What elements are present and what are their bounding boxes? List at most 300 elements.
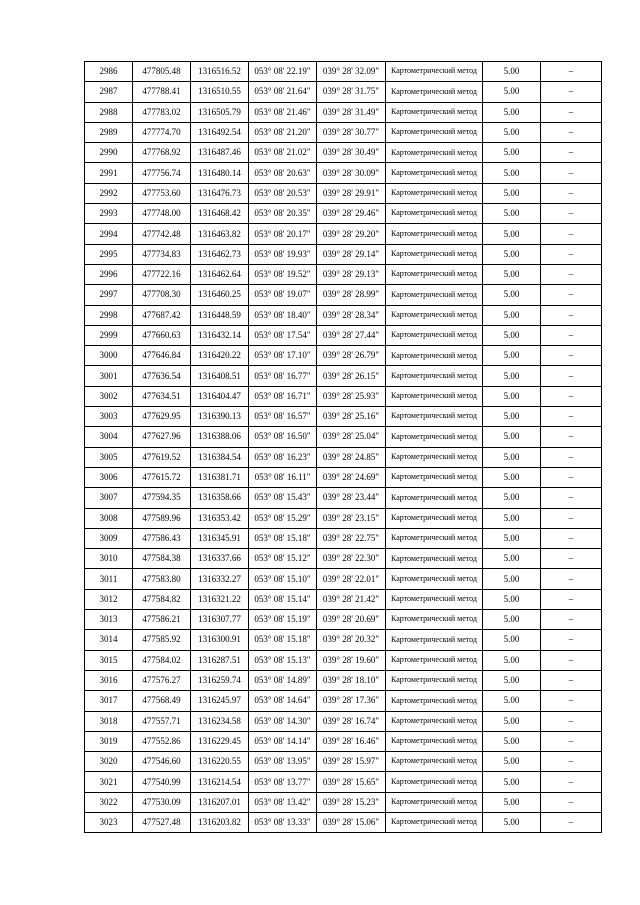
- point-number-cell: 2993: [85, 204, 133, 224]
- method-cell: Картометрический метод: [386, 691, 483, 711]
- longitude-cell: 039° 28' 31.75": [317, 82, 386, 102]
- coordinates-table: [84, 61, 602, 833]
- x-coordinate-cell: 477636.54: [133, 366, 191, 386]
- point-number-cell: 3006: [85, 467, 133, 487]
- table-row: [85, 143, 602, 163]
- latitude-cell: 053° 08' 16.71": [249, 386, 317, 406]
- table-body: [85, 62, 602, 833]
- longitude-cell: 039° 28' 23.15": [317, 508, 386, 528]
- point-number-cell: 3009: [85, 528, 133, 548]
- y-coordinate-cell: 1316476.73: [191, 183, 249, 203]
- note-cell: –: [541, 467, 602, 487]
- method-cell: Картометрический метод: [386, 346, 483, 366]
- accuracy-cell: 5.00: [483, 325, 541, 345]
- y-coordinate-cell: 1316480.14: [191, 163, 249, 183]
- point-number-cell: 2995: [85, 244, 133, 264]
- point-number-cell: 3017: [85, 691, 133, 711]
- y-coordinate-cell: 1316300.91: [191, 630, 249, 650]
- note-cell: –: [541, 143, 602, 163]
- longitude-cell: 039° 28' 24.85": [317, 447, 386, 467]
- method-cell: Картометрический метод: [386, 366, 483, 386]
- longitude-cell: 039° 28' 29.13": [317, 264, 386, 284]
- accuracy-cell: 5.00: [483, 102, 541, 122]
- y-coordinate-cell: 1316404.47: [191, 386, 249, 406]
- method-cell: Картометрический метод: [386, 122, 483, 142]
- longitude-cell: 039° 28' 22.01": [317, 569, 386, 589]
- method-cell: Картометрический метод: [386, 82, 483, 102]
- y-coordinate-cell: 1316462.73: [191, 244, 249, 264]
- point-number-cell: 2996: [85, 264, 133, 284]
- longitude-cell: 039° 28' 25.93": [317, 386, 386, 406]
- table-row: [85, 285, 602, 305]
- note-cell: –: [541, 569, 602, 589]
- point-number-cell: 2998: [85, 305, 133, 325]
- x-coordinate-cell: 477589.96: [133, 508, 191, 528]
- note-cell: –: [541, 508, 602, 528]
- method-cell: Картометрический метод: [386, 589, 483, 609]
- point-number-cell: 2987: [85, 82, 133, 102]
- accuracy-cell: 5.00: [483, 488, 541, 508]
- note-cell: –: [541, 711, 602, 731]
- longitude-cell: 039° 28' 30.49": [317, 143, 386, 163]
- latitude-cell: 053° 08' 15.10": [249, 569, 317, 589]
- note-cell: –: [541, 812, 602, 832]
- table-row: [85, 386, 602, 406]
- longitude-cell: 039° 28' 20.32": [317, 630, 386, 650]
- longitude-cell: 039° 28' 23.44": [317, 488, 386, 508]
- table-row: [85, 589, 602, 609]
- latitude-cell: 053° 08' 13.77": [249, 772, 317, 792]
- method-cell: Картометрический метод: [386, 812, 483, 832]
- y-coordinate-cell: 1316214.54: [191, 772, 249, 792]
- note-cell: –: [541, 102, 602, 122]
- method-cell: Картометрический метод: [386, 285, 483, 305]
- y-coordinate-cell: 1316381.71: [191, 467, 249, 487]
- x-coordinate-cell: 477530.09: [133, 792, 191, 812]
- method-cell: Картометрический метод: [386, 610, 483, 630]
- method-cell: Картометрический метод: [386, 62, 483, 82]
- x-coordinate-cell: 477576.27: [133, 670, 191, 690]
- accuracy-cell: 5.00: [483, 650, 541, 670]
- table-row: [85, 244, 602, 264]
- point-number-cell: 2992: [85, 183, 133, 203]
- accuracy-cell: 5.00: [483, 772, 541, 792]
- table-row: [85, 610, 602, 630]
- note-cell: –: [541, 488, 602, 508]
- x-coordinate-cell: 477615.72: [133, 467, 191, 487]
- longitude-cell: 039° 28' 29.14": [317, 244, 386, 264]
- table-row: [85, 224, 602, 244]
- method-cell: Картометрический метод: [386, 325, 483, 345]
- note-cell: –: [541, 670, 602, 690]
- accuracy-cell: 5.00: [483, 285, 541, 305]
- table-row: [85, 325, 602, 345]
- longitude-cell: 039° 28' 15.23": [317, 792, 386, 812]
- method-cell: Картометрический метод: [386, 467, 483, 487]
- note-cell: –: [541, 366, 602, 386]
- y-coordinate-cell: 1316337.66: [191, 549, 249, 569]
- x-coordinate-cell: 477585.92: [133, 630, 191, 650]
- x-coordinate-cell: 477627.96: [133, 427, 191, 447]
- x-coordinate-cell: 477753.60: [133, 183, 191, 203]
- note-cell: –: [541, 204, 602, 224]
- y-coordinate-cell: 1316463.82: [191, 224, 249, 244]
- y-coordinate-cell: 1316358.66: [191, 488, 249, 508]
- table-row: [85, 204, 602, 224]
- note-cell: –: [541, 610, 602, 630]
- y-coordinate-cell: 1316220.55: [191, 752, 249, 772]
- y-coordinate-cell: 1316287.51: [191, 650, 249, 670]
- table-row: [85, 346, 602, 366]
- accuracy-cell: 5.00: [483, 427, 541, 447]
- latitude-cell: 053° 08' 15.19": [249, 610, 317, 630]
- note-cell: –: [541, 325, 602, 345]
- table-row: [85, 305, 602, 325]
- table-row: [85, 264, 602, 284]
- method-cell: Картометрический метод: [386, 630, 483, 650]
- longitude-cell: 039° 28' 28.99": [317, 285, 386, 305]
- accuracy-cell: 5.00: [483, 528, 541, 548]
- point-number-cell: 2991: [85, 163, 133, 183]
- x-coordinate-cell: 477583.80: [133, 569, 191, 589]
- method-cell: Картометрический метод: [386, 264, 483, 284]
- y-coordinate-cell: 1316388.06: [191, 427, 249, 447]
- note-cell: –: [541, 427, 602, 447]
- point-number-cell: 3022: [85, 792, 133, 812]
- note-cell: –: [541, 589, 602, 609]
- accuracy-cell: 5.00: [483, 264, 541, 284]
- accuracy-cell: 5.00: [483, 589, 541, 609]
- table-row: [85, 691, 602, 711]
- x-coordinate-cell: 477552.86: [133, 731, 191, 751]
- point-number-cell: 3014: [85, 630, 133, 650]
- x-coordinate-cell: 477646.84: [133, 346, 191, 366]
- method-cell: Картометрический метод: [386, 711, 483, 731]
- method-cell: Картометрический метод: [386, 792, 483, 812]
- y-coordinate-cell: 1316307.77: [191, 610, 249, 630]
- point-number-cell: 3023: [85, 812, 133, 832]
- note-cell: –: [541, 792, 602, 812]
- method-cell: Картометрический метод: [386, 427, 483, 447]
- point-number-cell: 2997: [85, 285, 133, 305]
- table-row: [85, 508, 602, 528]
- x-coordinate-cell: 477586.21: [133, 610, 191, 630]
- table-row: [85, 427, 602, 447]
- latitude-cell: 053° 08' 15.12": [249, 549, 317, 569]
- accuracy-cell: 5.00: [483, 183, 541, 203]
- note-cell: –: [541, 407, 602, 427]
- point-number-cell: 3019: [85, 731, 133, 751]
- longitude-cell: 039° 28' 29.20": [317, 224, 386, 244]
- accuracy-cell: 5.00: [483, 82, 541, 102]
- latitude-cell: 053° 08' 15.18": [249, 528, 317, 548]
- table-row: [85, 183, 602, 203]
- accuracy-cell: 5.00: [483, 670, 541, 690]
- point-number-cell: 3002: [85, 386, 133, 406]
- longitude-cell: 039° 28' 29.91": [317, 183, 386, 203]
- method-cell: Картометрический метод: [386, 102, 483, 122]
- longitude-cell: 039° 28' 26.79": [317, 346, 386, 366]
- method-cell: Картометрический метод: [386, 244, 483, 264]
- latitude-cell: 053° 08' 19.93": [249, 244, 317, 264]
- method-cell: Картометрический метод: [386, 650, 483, 670]
- table-row: [85, 528, 602, 548]
- table-row: [85, 670, 602, 690]
- x-coordinate-cell: 477557.71: [133, 711, 191, 731]
- note-cell: –: [541, 163, 602, 183]
- method-cell: Картометрический метод: [386, 752, 483, 772]
- point-number-cell: 3000: [85, 346, 133, 366]
- table-row: [85, 549, 602, 569]
- method-cell: Картометрический метод: [386, 305, 483, 325]
- latitude-cell: 053° 08' 16.50": [249, 427, 317, 447]
- longitude-cell: 039° 28' 27.44": [317, 325, 386, 345]
- longitude-cell: 039° 28' 31.49": [317, 102, 386, 122]
- x-coordinate-cell: 477584.02: [133, 650, 191, 670]
- latitude-cell: 053° 08' 20.63": [249, 163, 317, 183]
- point-number-cell: 2988: [85, 102, 133, 122]
- longitude-cell: 039° 28' 22.30": [317, 549, 386, 569]
- table-row: [85, 731, 602, 751]
- table-row: [85, 467, 602, 487]
- point-number-cell: 3007: [85, 488, 133, 508]
- x-coordinate-cell: 477774.70: [133, 122, 191, 142]
- latitude-cell: 053° 08' 20.17": [249, 224, 317, 244]
- note-cell: –: [541, 264, 602, 284]
- latitude-cell: 053° 08' 19.07": [249, 285, 317, 305]
- y-coordinate-cell: 1316203.82: [191, 812, 249, 832]
- latitude-cell: 053° 08' 21.20": [249, 122, 317, 142]
- method-cell: Картометрический метод: [386, 508, 483, 528]
- longitude-cell: 039° 28' 15.65": [317, 772, 386, 792]
- method-cell: Картометрический метод: [386, 670, 483, 690]
- y-coordinate-cell: 1316505.79: [191, 102, 249, 122]
- point-number-cell: 2986: [85, 62, 133, 82]
- latitude-cell: 053° 08' 16.57": [249, 407, 317, 427]
- method-cell: Картометрический метод: [386, 183, 483, 203]
- longitude-cell: 039° 28' 15.06": [317, 812, 386, 832]
- longitude-cell: 039° 28' 26.15": [317, 366, 386, 386]
- y-coordinate-cell: 1316332.27: [191, 569, 249, 589]
- y-coordinate-cell: 1316234.58: [191, 711, 249, 731]
- x-coordinate-cell: 477568.49: [133, 691, 191, 711]
- longitude-cell: 039° 28' 25.16": [317, 407, 386, 427]
- x-coordinate-cell: 477546.60: [133, 752, 191, 772]
- note-cell: –: [541, 752, 602, 772]
- note-cell: –: [541, 630, 602, 650]
- latitude-cell: 053° 08' 15.29": [249, 508, 317, 528]
- accuracy-cell: 5.00: [483, 691, 541, 711]
- longitude-cell: 039° 28' 17.36": [317, 691, 386, 711]
- note-cell: –: [541, 731, 602, 751]
- latitude-cell: 053° 08' 21.64": [249, 82, 317, 102]
- longitude-cell: 039° 28' 16.74": [317, 711, 386, 731]
- point-number-cell: 2999: [85, 325, 133, 345]
- accuracy-cell: 5.00: [483, 549, 541, 569]
- latitude-cell: 053° 08' 13.42": [249, 792, 317, 812]
- method-cell: Картометрический метод: [386, 447, 483, 467]
- method-cell: Картометрический метод: [386, 224, 483, 244]
- note-cell: –: [541, 549, 602, 569]
- point-number-cell: 3016: [85, 670, 133, 690]
- accuracy-cell: 5.00: [483, 752, 541, 772]
- longitude-cell: 039° 28' 30.09": [317, 163, 386, 183]
- point-number-cell: 3012: [85, 589, 133, 609]
- longitude-cell: 039° 28' 32.09": [317, 62, 386, 82]
- accuracy-cell: 5.00: [483, 569, 541, 589]
- longitude-cell: 039° 28' 19.60": [317, 650, 386, 670]
- x-coordinate-cell: 477768.92: [133, 143, 191, 163]
- note-cell: –: [541, 691, 602, 711]
- latitude-cell: 053° 08' 18.40": [249, 305, 317, 325]
- x-coordinate-cell: 477783.02: [133, 102, 191, 122]
- longitude-cell: 039° 28' 16.46": [317, 731, 386, 751]
- method-cell: Картометрический метод: [386, 731, 483, 751]
- longitude-cell: 039° 28' 22.75": [317, 528, 386, 548]
- accuracy-cell: 5.00: [483, 610, 541, 630]
- method-cell: Картометрический метод: [386, 204, 483, 224]
- note-cell: –: [541, 528, 602, 548]
- note-cell: –: [541, 224, 602, 244]
- x-coordinate-cell: 477629.95: [133, 407, 191, 427]
- x-coordinate-cell: 477756.74: [133, 163, 191, 183]
- latitude-cell: 053° 08' 13.33": [249, 812, 317, 832]
- x-coordinate-cell: 477527.48: [133, 812, 191, 832]
- latitude-cell: 053° 08' 20.35": [249, 204, 317, 224]
- y-coordinate-cell: 1316207.01: [191, 792, 249, 812]
- table-row: [85, 122, 602, 142]
- accuracy-cell: 5.00: [483, 204, 541, 224]
- latitude-cell: 053° 08' 15.43": [249, 488, 317, 508]
- accuracy-cell: 5.00: [483, 407, 541, 427]
- point-number-cell: 3003: [85, 407, 133, 427]
- note-cell: –: [541, 82, 602, 102]
- longitude-cell: 039° 28' 25.04": [317, 427, 386, 447]
- x-coordinate-cell: 477584.82: [133, 589, 191, 609]
- accuracy-cell: 5.00: [483, 346, 541, 366]
- method-cell: Картометрический метод: [386, 569, 483, 589]
- latitude-cell: 053° 08' 17.10": [249, 346, 317, 366]
- accuracy-cell: 5.00: [483, 163, 541, 183]
- latitude-cell: 053° 08' 14.30": [249, 711, 317, 731]
- accuracy-cell: 5.00: [483, 386, 541, 406]
- latitude-cell: 053° 08' 21.46": [249, 102, 317, 122]
- accuracy-cell: 5.00: [483, 122, 541, 142]
- accuracy-cell: 5.00: [483, 366, 541, 386]
- x-coordinate-cell: 477734.83: [133, 244, 191, 264]
- y-coordinate-cell: 1316245.97: [191, 691, 249, 711]
- latitude-cell: 053° 08' 14.64": [249, 691, 317, 711]
- table-row: [85, 569, 602, 589]
- y-coordinate-cell: 1316516.52: [191, 62, 249, 82]
- accuracy-cell: 5.00: [483, 731, 541, 751]
- table-row: [85, 650, 602, 670]
- method-cell: Картометрический метод: [386, 772, 483, 792]
- note-cell: –: [541, 447, 602, 467]
- note-cell: –: [541, 772, 602, 792]
- point-number-cell: 3021: [85, 772, 133, 792]
- y-coordinate-cell: 1316345.91: [191, 528, 249, 548]
- table-row: [85, 812, 602, 832]
- latitude-cell: 053° 08' 16.23": [249, 447, 317, 467]
- y-coordinate-cell: 1316408.51: [191, 366, 249, 386]
- method-cell: Картометрический метод: [386, 407, 483, 427]
- y-coordinate-cell: 1316510.55: [191, 82, 249, 102]
- latitude-cell: 053° 08' 14.89": [249, 670, 317, 690]
- table-row: [85, 711, 602, 731]
- latitude-cell: 053° 08' 22.19": [249, 62, 317, 82]
- x-coordinate-cell: 477742.48: [133, 224, 191, 244]
- y-coordinate-cell: 1316259.74: [191, 670, 249, 690]
- accuracy-cell: 5.00: [483, 244, 541, 264]
- method-cell: Картометрический метод: [386, 488, 483, 508]
- x-coordinate-cell: 477634.51: [133, 386, 191, 406]
- latitude-cell: 053° 08' 13.95": [249, 752, 317, 772]
- y-coordinate-cell: 1316420.22: [191, 346, 249, 366]
- accuracy-cell: 5.00: [483, 630, 541, 650]
- note-cell: –: [541, 386, 602, 406]
- accuracy-cell: 5.00: [483, 62, 541, 82]
- method-cell: Картометрический метод: [386, 549, 483, 569]
- point-number-cell: 3010: [85, 549, 133, 569]
- note-cell: –: [541, 62, 602, 82]
- longitude-cell: 039° 28' 28.34": [317, 305, 386, 325]
- longitude-cell: 039° 28' 30.77": [317, 122, 386, 142]
- table-row: [85, 630, 602, 650]
- note-cell: –: [541, 285, 602, 305]
- note-cell: –: [541, 183, 602, 203]
- x-coordinate-cell: 477748.00: [133, 204, 191, 224]
- x-coordinate-cell: 477619.52: [133, 447, 191, 467]
- point-number-cell: 2989: [85, 122, 133, 142]
- longitude-cell: 039° 28' 20.69": [317, 610, 386, 630]
- y-coordinate-cell: 1316487.46: [191, 143, 249, 163]
- method-cell: Картометрический метод: [386, 163, 483, 183]
- note-cell: –: [541, 346, 602, 366]
- y-coordinate-cell: 1316492.54: [191, 122, 249, 142]
- accuracy-cell: 5.00: [483, 812, 541, 832]
- latitude-cell: 053° 08' 15.14": [249, 589, 317, 609]
- table-row: [85, 407, 602, 427]
- latitude-cell: 053° 08' 16.11": [249, 467, 317, 487]
- note-cell: –: [541, 305, 602, 325]
- table-row: [85, 488, 602, 508]
- y-coordinate-cell: 1316321.22: [191, 589, 249, 609]
- y-coordinate-cell: 1316229.45: [191, 731, 249, 751]
- table-row: [85, 62, 602, 82]
- x-coordinate-cell: 477584.38: [133, 549, 191, 569]
- longitude-cell: 039° 28' 29.46": [317, 204, 386, 224]
- point-number-cell: 3004: [85, 427, 133, 447]
- point-number-cell: 3018: [85, 711, 133, 731]
- accuracy-cell: 5.00: [483, 792, 541, 812]
- point-number-cell: 2990: [85, 143, 133, 163]
- accuracy-cell: 5.00: [483, 143, 541, 163]
- y-coordinate-cell: 1316448.59: [191, 305, 249, 325]
- table-row: [85, 82, 602, 102]
- accuracy-cell: 5.00: [483, 224, 541, 244]
- longitude-cell: 039° 28' 18.10": [317, 670, 386, 690]
- latitude-cell: 053° 08' 15.13": [249, 650, 317, 670]
- x-coordinate-cell: 477586.43: [133, 528, 191, 548]
- point-number-cell: 3005: [85, 447, 133, 467]
- longitude-cell: 039° 28' 21.42": [317, 589, 386, 609]
- table-row: [85, 163, 602, 183]
- x-coordinate-cell: 477805.48: [133, 62, 191, 82]
- x-coordinate-cell: 477722.16: [133, 264, 191, 284]
- accuracy-cell: 5.00: [483, 305, 541, 325]
- point-number-cell: 3008: [85, 508, 133, 528]
